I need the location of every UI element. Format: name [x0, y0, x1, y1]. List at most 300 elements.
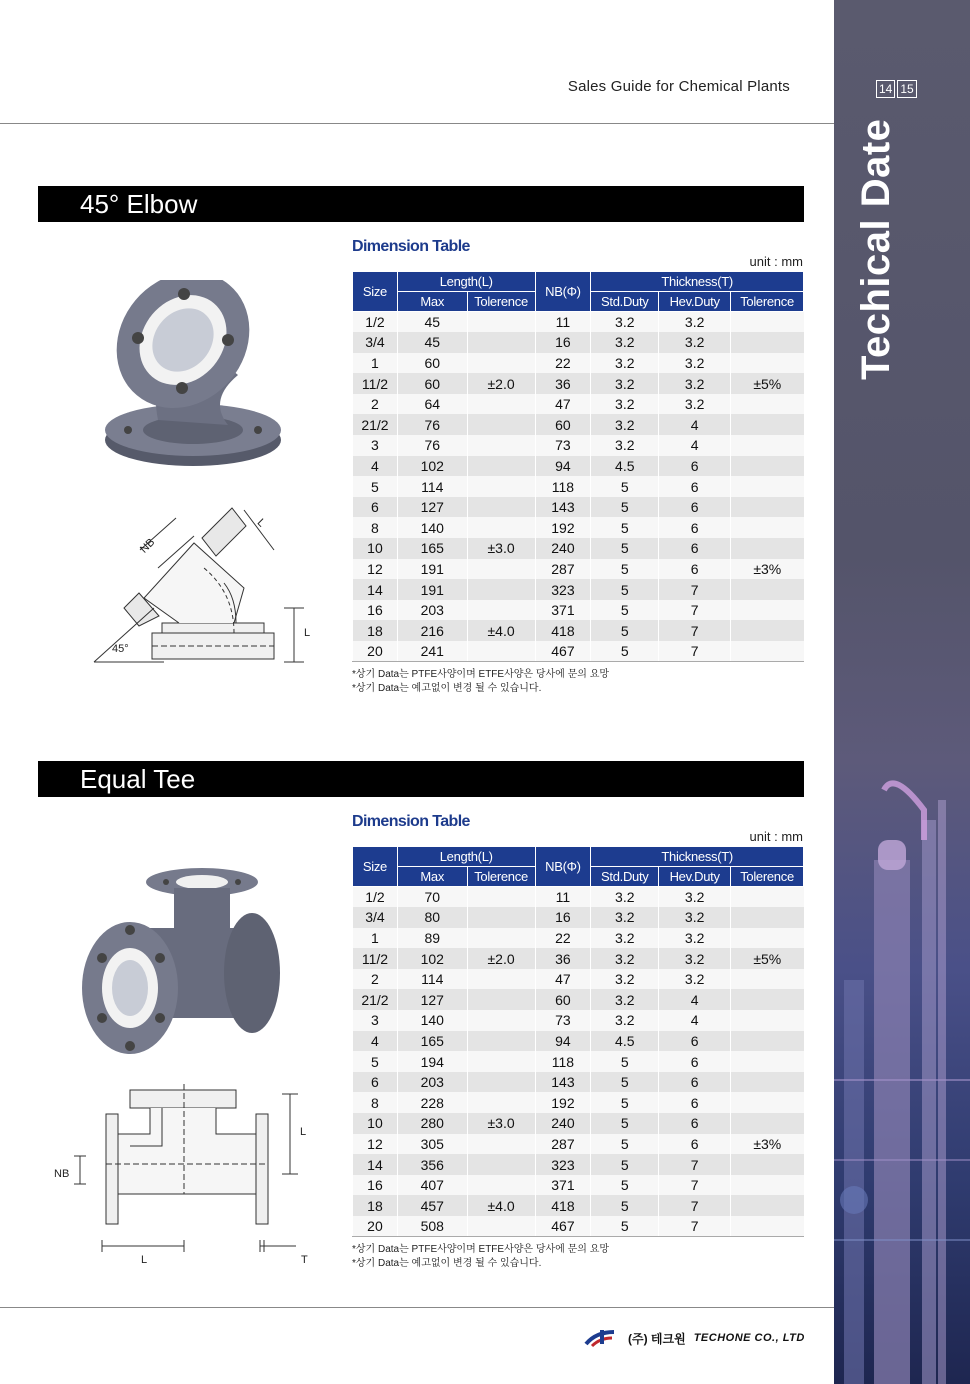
section-title-equal-tee: Equal Tee — [38, 761, 804, 797]
cell-nb: 22 — [535, 928, 591, 949]
cell-length-max: 165 — [397, 1031, 467, 1052]
cell-length-tolerence: ±3.0 — [467, 1113, 535, 1134]
cell-size: 12 — [353, 1134, 398, 1155]
cell-thickness-tolerence — [731, 1175, 804, 1196]
col-header-thickness: Thickness(T) — [591, 272, 804, 292]
cell-thickness-tolerence: ±3% — [731, 559, 804, 580]
cell-size: 18 — [353, 1195, 398, 1216]
tee-label-l-horizontal: L — [141, 1254, 148, 1266]
cell-length-tolerence — [467, 517, 535, 538]
cell-std-duty: 5 — [591, 559, 659, 580]
cell-thickness-tolerence — [731, 1092, 804, 1113]
col-header-length: Length(L) — [397, 272, 535, 292]
cell-size: 1 — [353, 928, 398, 949]
cell-length-max: 60 — [397, 373, 467, 394]
cell-std-duty: 5 — [591, 538, 659, 559]
elbow-label-nb: NB — [137, 536, 158, 556]
cell-thickness-tolerence — [731, 887, 804, 908]
cell-size: 10 — [353, 538, 398, 559]
cell-hev-duty: 4 — [659, 435, 731, 456]
cell-hev-duty: 7 — [659, 600, 731, 621]
cell-nb: 418 — [535, 1195, 591, 1216]
cell-hev-duty: 3.2 — [659, 312, 731, 333]
cell-hev-duty: 3.2 — [659, 907, 731, 928]
table-row — [353, 476, 804, 497]
cell-nb: 16 — [535, 332, 591, 353]
tee-label-l-vertical: L — [300, 1126, 307, 1138]
col-header-hev-duty: Hev.Duty — [659, 292, 731, 312]
cell-hev-duty: 4 — [659, 1010, 731, 1031]
cell-size: 8 — [353, 1092, 398, 1113]
tee-dimension-table-title: Dimension Table — [352, 813, 470, 830]
cell-std-duty: 3.2 — [591, 887, 659, 908]
cell-thickness-tolerence — [731, 1010, 804, 1031]
cell-std-duty: 5 — [591, 579, 659, 600]
tee-note-1: *상기 Data는 PTFE사양이며 ETFE사양은 당사에 문의 요망 — [352, 1244, 610, 1255]
cell-thickness-tolerence — [731, 456, 804, 477]
cell-nb: 192 — [535, 1092, 591, 1113]
col-header-hev-duty: Hev.Duty — [659, 867, 731, 887]
tee-notes — [352, 1243, 609, 1271]
cell-hev-duty: 6 — [659, 476, 731, 497]
section-title-elbow: 45° Elbow — [38, 186, 804, 222]
col-header-nb: NB(Φ) — [535, 272, 591, 312]
cell-nb: 371 — [535, 1175, 591, 1196]
cell-length-tolerence — [467, 476, 535, 497]
cell-length-tolerence — [467, 969, 535, 990]
cell-std-duty: 5 — [591, 1134, 659, 1155]
table-row — [353, 641, 804, 662]
cell-nb: 11 — [535, 887, 591, 908]
cell-length-tolerence — [467, 579, 535, 600]
cell-std-duty: 3.2 — [591, 353, 659, 374]
elbow-note-1: *상기 Data는 PTFE사양이며 ETFE사양은 당사에 문의 요망 — [352, 669, 610, 680]
cell-length-max: 203 — [397, 1072, 467, 1093]
cell-length-tolerence — [467, 497, 535, 518]
cell-std-duty: 3.2 — [591, 928, 659, 949]
elbow-table-body — [353, 312, 804, 662]
cell-thickness-tolerence — [731, 1113, 804, 1134]
table-row — [353, 969, 804, 990]
cell-hev-duty: 6 — [659, 1051, 731, 1072]
cell-length-tolerence: ±3.0 — [467, 538, 535, 559]
cell-length-tolerence — [467, 312, 535, 333]
cell-thickness-tolerence — [731, 1072, 804, 1093]
table-row — [353, 559, 804, 580]
cell-hev-duty: 3.2 — [659, 394, 731, 415]
chemical-plant-image — [834, 780, 970, 1384]
cell-nb: 94 — [535, 1031, 591, 1052]
footer-divider — [0, 1307, 834, 1308]
cell-length-tolerence — [467, 1175, 535, 1196]
cell-std-duty: 3.2 — [591, 394, 659, 415]
cell-size: 11/2 — [353, 373, 398, 394]
cell-size: 2 — [353, 969, 398, 990]
cell-thickness-tolerence — [731, 969, 804, 990]
cell-thickness-tolerence — [731, 312, 804, 333]
cell-length-max: 89 — [397, 928, 467, 949]
table-row — [353, 1092, 804, 1113]
cell-thickness-tolerence — [731, 476, 804, 497]
cell-std-duty: 3.2 — [591, 989, 659, 1010]
cell-std-duty: 5 — [591, 517, 659, 538]
cell-std-duty: 3.2 — [591, 312, 659, 333]
cell-nb: 240 — [535, 538, 591, 559]
cell-thickness-tolerence — [731, 1031, 804, 1052]
cell-length-tolerence — [467, 1134, 535, 1155]
page-numbers — [876, 80, 917, 98]
cell-thickness-tolerence — [731, 600, 804, 621]
cell-length-tolerence — [467, 559, 535, 580]
cell-hev-duty: 7 — [659, 1154, 731, 1175]
cell-length-max: 102 — [397, 948, 467, 969]
footer — [582, 1328, 805, 1348]
cell-hev-duty: 3.2 — [659, 373, 731, 394]
cell-nb: 143 — [535, 1072, 591, 1093]
table-row — [353, 620, 804, 641]
cell-length-max: 241 — [397, 641, 467, 662]
cell-length-tolerence: ±2.0 — [467, 373, 535, 394]
cell-length-max: 165 — [397, 538, 467, 559]
cell-length-tolerence — [467, 1010, 535, 1031]
cell-nb: 60 — [535, 414, 591, 435]
cell-length-max: 203 — [397, 600, 467, 621]
cell-thickness-tolerence — [731, 1154, 804, 1175]
cell-size: 21/2 — [353, 989, 398, 1010]
cell-length-max: 508 — [397, 1216, 467, 1237]
cell-size: 6 — [353, 1072, 398, 1093]
cell-length-max: 60 — [397, 353, 467, 374]
table-row — [353, 1031, 804, 1052]
cell-hev-duty: 7 — [659, 1175, 731, 1196]
table-row — [353, 1051, 804, 1072]
header-divider — [0, 123, 834, 124]
cell-size: 10 — [353, 1113, 398, 1134]
cell-std-duty: 3.2 — [591, 907, 659, 928]
cell-length-tolerence — [467, 1031, 535, 1052]
cell-thickness-tolerence — [731, 1195, 804, 1216]
cell-length-max: 140 — [397, 1010, 467, 1031]
cell-thickness-tolerence — [731, 1216, 804, 1237]
cell-size: 20 — [353, 641, 398, 662]
col-header-thickness: Thickness(T) — [591, 847, 804, 867]
cell-nb: 240 — [535, 1113, 591, 1134]
cell-std-duty: 3.2 — [591, 373, 659, 394]
col-header-tolerence: Tolerence — [467, 292, 535, 312]
cell-nb: 287 — [535, 559, 591, 580]
cell-size: 5 — [353, 476, 398, 497]
cell-nb: 11 — [535, 312, 591, 333]
tee-note-2: *상기 Data는 예고없이 변경 될 수 있습니다. — [352, 1258, 542, 1269]
cell-size: 11/2 — [353, 948, 398, 969]
equal-tee-table-body — [353, 887, 804, 1237]
cell-length-tolerence — [467, 456, 535, 477]
equal-tee-dimension-table — [352, 846, 804, 1237]
cell-hev-duty: 7 — [659, 1195, 731, 1216]
cell-std-duty: 5 — [591, 1092, 659, 1113]
cell-length-max: 194 — [397, 1051, 467, 1072]
cell-nb: 47 — [535, 969, 591, 990]
table-row — [353, 907, 804, 928]
cell-length-tolerence — [467, 353, 535, 374]
cell-thickness-tolerence — [731, 414, 804, 435]
table-row — [353, 948, 804, 969]
cell-std-duty: 3.2 — [591, 435, 659, 456]
col-header-std-duty: Std.Duty — [591, 292, 659, 312]
cell-nb: 467 — [535, 1216, 591, 1237]
cell-nb: 73 — [535, 1010, 591, 1031]
table-row — [353, 1175, 804, 1196]
col-header-size: Size — [353, 272, 398, 312]
cell-length-tolerence: ±4.0 — [467, 620, 535, 641]
col-header-length: Length(L) — [397, 847, 535, 867]
cell-size: 8 — [353, 517, 398, 538]
cell-length-max: 127 — [397, 989, 467, 1010]
cell-size: 16 — [353, 600, 398, 621]
cell-thickness-tolerence — [731, 928, 804, 949]
table-row — [353, 1154, 804, 1175]
elbow-photo — [88, 280, 298, 470]
cell-size: 3 — [353, 435, 398, 456]
cell-hev-duty: 7 — [659, 579, 731, 600]
cell-std-duty: 3.2 — [591, 332, 659, 353]
cell-nb: 36 — [535, 373, 591, 394]
cell-length-tolerence — [467, 907, 535, 928]
cell-length-tolerence — [467, 989, 535, 1010]
tee-unit-label: unit : mm — [749, 829, 803, 844]
cell-length-tolerence — [467, 1072, 535, 1093]
cell-length-tolerence — [467, 1216, 535, 1237]
elbow-dimension-table — [352, 271, 804, 662]
cell-std-duty: 3.2 — [591, 948, 659, 969]
cell-std-duty: 3.2 — [591, 414, 659, 435]
table-row — [353, 353, 804, 374]
cell-hev-duty: 7 — [659, 1216, 731, 1237]
cell-hev-duty: 6 — [659, 456, 731, 477]
table-row — [353, 600, 804, 621]
col-header-max: Max — [397, 867, 467, 887]
cell-length-max: 216 — [397, 620, 467, 641]
cell-size: 3/4 — [353, 907, 398, 928]
cell-thickness-tolerence: ±5% — [731, 948, 804, 969]
table-row — [353, 373, 804, 394]
cell-thickness-tolerence — [731, 620, 804, 641]
cell-length-max: 228 — [397, 1092, 467, 1113]
equal-tee-photo — [82, 868, 292, 1060]
table-row — [353, 517, 804, 538]
col-header-thickness-tolerence: Tolerence — [731, 867, 804, 887]
cell-length-tolerence — [467, 1154, 535, 1175]
cell-size: 12 — [353, 559, 398, 580]
cell-size: 6 — [353, 497, 398, 518]
table-row — [353, 497, 804, 518]
col-header-nb: NB(Φ) — [535, 847, 591, 887]
cell-length-max: 114 — [397, 969, 467, 990]
cell-thickness-tolerence — [731, 641, 804, 662]
cell-std-duty: 5 — [591, 600, 659, 621]
table-row — [353, 1072, 804, 1093]
cell-hev-duty: 7 — [659, 620, 731, 641]
cell-hev-duty: 6 — [659, 559, 731, 580]
table-row — [353, 414, 804, 435]
table-row — [353, 887, 804, 908]
col-header-size: Size — [353, 847, 398, 887]
cell-thickness-tolerence — [731, 907, 804, 928]
cell-thickness-tolerence — [731, 989, 804, 1010]
cell-size: 5 — [353, 1051, 398, 1072]
cell-length-tolerence — [467, 1051, 535, 1072]
cell-length-max: 457 — [397, 1195, 467, 1216]
cell-std-duty: 5 — [591, 1216, 659, 1237]
cell-nb: 118 — [535, 476, 591, 497]
company-name-english: TECHONE CO., LTD — [693, 1332, 805, 1344]
cell-size: 16 — [353, 1175, 398, 1196]
cell-length-max: 407 — [397, 1175, 467, 1196]
elbow-dimension-table-title: Dimension Table — [352, 238, 470, 255]
cell-std-duty: 5 — [591, 1154, 659, 1175]
cell-length-max: 356 — [397, 1154, 467, 1175]
side-title: Techical Date — [854, 118, 898, 380]
cell-length-max: 64 — [397, 394, 467, 415]
cell-thickness-tolerence — [731, 332, 804, 353]
cell-std-duty: 5 — [591, 620, 659, 641]
cell-std-duty: 4.5 — [591, 1031, 659, 1052]
cell-size: 1 — [353, 353, 398, 374]
cell-size: 4 — [353, 1031, 398, 1052]
cell-nb: 118 — [535, 1051, 591, 1072]
cell-hev-duty: 6 — [659, 517, 731, 538]
table-row — [353, 538, 804, 559]
cell-hev-duty: 3.2 — [659, 928, 731, 949]
cell-std-duty: 5 — [591, 476, 659, 497]
cell-nb: 371 — [535, 600, 591, 621]
cell-length-max: 76 — [397, 414, 467, 435]
cell-nb: 323 — [535, 579, 591, 600]
cell-nb: 467 — [535, 641, 591, 662]
cell-thickness-tolerence — [731, 517, 804, 538]
table-row — [353, 1113, 804, 1134]
cell-size: 14 — [353, 579, 398, 600]
table-row — [353, 394, 804, 415]
cell-length-max: 280 — [397, 1113, 467, 1134]
cell-thickness-tolerence — [731, 394, 804, 415]
side-band — [834, 0, 970, 1384]
cell-std-duty: 5 — [591, 1113, 659, 1134]
cell-size: 2 — [353, 394, 398, 415]
cell-hev-duty: 4 — [659, 989, 731, 1010]
document-header-title: Sales Guide for Chemical Plants — [567, 78, 790, 95]
cell-nb: 418 — [535, 620, 591, 641]
cell-size: 1/2 — [353, 312, 398, 333]
cell-hev-duty: 3.2 — [659, 353, 731, 374]
cell-length-max: 191 — [397, 559, 467, 580]
page-number-right: 15 — [897, 80, 916, 98]
cell-length-max: 127 — [397, 497, 467, 518]
cell-hev-duty: 6 — [659, 1072, 731, 1093]
cell-size: 21/2 — [353, 414, 398, 435]
cell-nb: 73 — [535, 435, 591, 456]
cell-length-tolerence — [467, 600, 535, 621]
table-row — [353, 435, 804, 456]
cell-hev-duty: 6 — [659, 1092, 731, 1113]
cell-std-duty: 5 — [591, 1195, 659, 1216]
cell-length-tolerence: ±4.0 — [467, 1195, 535, 1216]
cell-nb: 60 — [535, 989, 591, 1010]
cell-size: 3/4 — [353, 332, 398, 353]
cell-length-tolerence — [467, 928, 535, 949]
cell-length-max: 70 — [397, 887, 467, 908]
cell-nb: 16 — [535, 907, 591, 928]
cell-std-duty: 3.2 — [591, 1010, 659, 1031]
cell-hev-duty: 6 — [659, 1031, 731, 1052]
table-row — [353, 332, 804, 353]
cell-length-tolerence — [467, 887, 535, 908]
cell-thickness-tolerence — [731, 1051, 804, 1072]
cell-length-tolerence — [467, 435, 535, 456]
elbow-note-2: *상기 Data는 예고없이 변경 될 수 있습니다. — [352, 683, 542, 694]
company-name-korean: (주) 테크원 — [628, 1331, 686, 1346]
elbow-label-angle: 45° — [112, 643, 129, 655]
elbow-notes — [352, 668, 609, 696]
cell-length-tolerence — [467, 332, 535, 353]
cell-nb: 192 — [535, 517, 591, 538]
cell-length-tolerence — [467, 414, 535, 435]
col-header-thickness-tolerence: Tolerence — [731, 292, 804, 312]
cell-nb: 47 — [535, 394, 591, 415]
techone-logo-icon — [582, 1328, 620, 1348]
cell-length-max: 80 — [397, 907, 467, 928]
table-row — [353, 928, 804, 949]
cell-hev-duty: 6 — [659, 1134, 731, 1155]
table-row — [353, 456, 804, 477]
cell-hev-duty: 6 — [659, 1113, 731, 1134]
cell-hev-duty: 6 — [659, 538, 731, 559]
cell-length-tolerence — [467, 1092, 535, 1113]
cell-hev-duty: 3.2 — [659, 332, 731, 353]
cell-thickness-tolerence — [731, 353, 804, 374]
cell-std-duty: 5 — [591, 1051, 659, 1072]
table-row — [353, 1134, 804, 1155]
cell-length-max: 45 — [397, 332, 467, 353]
col-header-std-duty: Std.Duty — [591, 867, 659, 887]
cell-std-duty: 5 — [591, 1072, 659, 1093]
table-row — [353, 579, 804, 600]
cell-size: 14 — [353, 1154, 398, 1175]
elbow-label-l1: L — [254, 516, 268, 530]
cell-std-duty: 5 — [591, 641, 659, 662]
col-header-tolerence: Tolerence — [467, 867, 535, 887]
cell-size: 4 — [353, 456, 398, 477]
cell-thickness-tolerence — [731, 435, 804, 456]
cell-std-duty: 5 — [591, 497, 659, 518]
elbow-unit-label: unit : mm — [749, 254, 803, 269]
cell-length-max: 76 — [397, 435, 467, 456]
cell-length-tolerence — [467, 394, 535, 415]
tee-label-t: T — [301, 1254, 308, 1266]
cell-thickness-tolerence: ±5% — [731, 373, 804, 394]
cell-hev-duty: 3.2 — [659, 948, 731, 969]
cell-nb: 22 — [535, 353, 591, 374]
cell-std-duty: 3.2 — [591, 969, 659, 990]
cell-length-max: 191 — [397, 579, 467, 600]
cell-length-max: 305 — [397, 1134, 467, 1155]
page-number-left: 14 — [876, 80, 895, 98]
cell-std-duty: 5 — [591, 1175, 659, 1196]
cell-length-max: 114 — [397, 476, 467, 497]
cell-nb: 287 — [535, 1134, 591, 1155]
cell-hev-duty: 3.2 — [659, 887, 731, 908]
cell-length-max: 140 — [397, 517, 467, 538]
